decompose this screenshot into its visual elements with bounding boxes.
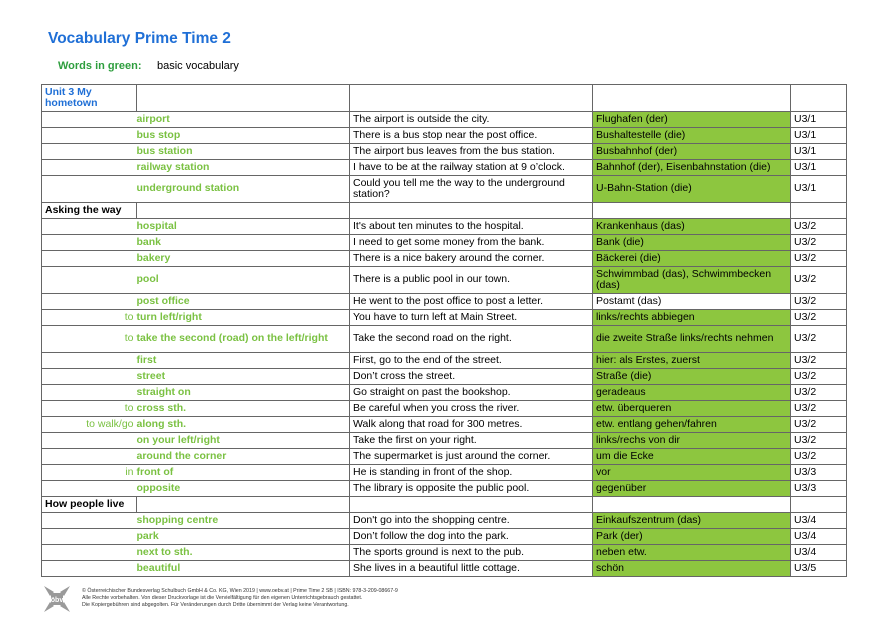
german-translation: etw. entlang gehen/fahren xyxy=(593,417,791,433)
example-sentence: There is a nice bakery around the corner. xyxy=(350,251,593,267)
table-row xyxy=(42,369,847,385)
table-row xyxy=(42,561,847,577)
prefix-cell xyxy=(42,513,137,529)
example-sentence: The supermarket is just around the corner. xyxy=(350,449,593,465)
example-sentence: The library is opposite the public pool. xyxy=(350,481,593,497)
example-sentence: There is a bus stop near the post office. xyxy=(350,128,593,144)
unit-reference: U3/1 xyxy=(791,160,847,176)
example-sentence: Walk along that road for 300 metres. xyxy=(350,417,593,433)
english-word: bus stop xyxy=(137,128,350,144)
unit-reference: U3/1 xyxy=(791,112,847,128)
prefix-cell xyxy=(42,545,137,561)
prefix-cell: to xyxy=(42,310,137,326)
unit-reference: U3/2 xyxy=(791,326,847,353)
section-row xyxy=(42,85,847,112)
prefix-cell xyxy=(42,235,137,251)
english-word: take the second (road) on the left/right xyxy=(137,326,350,353)
german-translation: Bank (die) xyxy=(593,235,791,251)
german-translation: die zweite Straße links/rechts nehmen xyxy=(593,326,791,353)
german-translation: etw. überqueren xyxy=(593,401,791,417)
example-sentence: First, go to the end of the street. xyxy=(350,353,593,369)
prefix-cell xyxy=(42,385,137,401)
table-row xyxy=(42,326,847,353)
german-translation: Einkaufszentrum (das) xyxy=(593,513,791,529)
table-row xyxy=(42,294,847,310)
empty-cell xyxy=(791,497,847,513)
vocabulary-table xyxy=(41,84,847,577)
legend-label: Words in green: xyxy=(58,60,142,72)
unit-reference: U3/4 xyxy=(791,529,847,545)
german-translation: geradeaus xyxy=(593,385,791,401)
footer-line: Die Kopiergebühren sind abgegolten. Für Veränderungen durch Dritte übernimmt der Verlag keine Verantwortung. xyxy=(82,602,349,608)
oebv-logo xyxy=(40,582,74,616)
example-sentence: I need to get some money from the bank. xyxy=(350,235,593,251)
table-row xyxy=(42,449,847,465)
table-row xyxy=(42,353,847,369)
empty-cell xyxy=(350,85,593,112)
table-row xyxy=(42,267,847,294)
table-row xyxy=(42,481,847,497)
german-translation: Bahnhof (der), Eisenbahnstation (die) xyxy=(593,160,791,176)
english-word: straight on xyxy=(137,385,350,401)
example-sentence: Don’t follow the dog into the park. xyxy=(350,529,593,545)
table-row xyxy=(42,128,847,144)
table-row xyxy=(42,417,847,433)
unit-reference: U3/5 xyxy=(791,561,847,577)
english-word: along sth. xyxy=(137,417,350,433)
english-word: shopping centre xyxy=(137,513,350,529)
english-word: opposite xyxy=(137,481,350,497)
prefix-cell xyxy=(42,219,137,235)
example-sentence: I have to be at the railway station at 9 o’clock. xyxy=(350,160,593,176)
example-sentence: There is a public pool in our town. xyxy=(350,267,593,294)
table-row xyxy=(42,401,847,417)
prefix-cell xyxy=(42,529,137,545)
example-sentence: Take the first on your right. xyxy=(350,433,593,449)
unit-reference: U3/2 xyxy=(791,294,847,310)
german-translation: Bushaltestelle (die) xyxy=(593,128,791,144)
english-word: bus station xyxy=(137,144,350,160)
footer-line: © Österreichischer Bundesverlag Schulbuch GmbH & Co. KG, Wien 2019 | www.oebv.at | Prime Time 2 SB | ISBN: 978-3-209-08667-9 xyxy=(82,588,398,594)
empty-cell xyxy=(350,497,593,513)
german-translation: hier: als Erstes, zuerst xyxy=(593,353,791,369)
prefix-cell xyxy=(42,251,137,267)
example-sentence: He is standing in front of the shop. xyxy=(350,465,593,481)
empty-cell xyxy=(350,203,593,219)
unit-reference: U3/2 xyxy=(791,369,847,385)
unit-reference: U3/4 xyxy=(791,513,847,529)
english-word: hospital xyxy=(137,219,350,235)
german-translation: um die Ecke xyxy=(593,449,791,465)
section-row xyxy=(42,497,847,513)
unit-reference: U3/2 xyxy=(791,449,847,465)
table-row xyxy=(42,433,847,449)
german-translation: vor xyxy=(593,465,791,481)
table-row xyxy=(42,235,847,251)
table-row xyxy=(42,176,847,203)
english-word: street xyxy=(137,369,350,385)
prefix-cell xyxy=(42,112,137,128)
section-row xyxy=(42,203,847,219)
example-sentence: The airport bus leaves from the bus station. xyxy=(350,144,593,160)
prefix-cell xyxy=(42,267,137,294)
english-word: cross sth. xyxy=(137,401,350,417)
english-word: turn left/right xyxy=(137,310,350,326)
english-word: next to sth. xyxy=(137,545,350,561)
english-word: beautiful xyxy=(137,561,350,577)
example-sentence: You have to turn left at Main Street. xyxy=(350,310,593,326)
example-sentence: It's about ten minutes to the hospital. xyxy=(350,219,593,235)
section-label: Unit 3 My hometown xyxy=(42,85,137,112)
unit-reference: U3/2 xyxy=(791,417,847,433)
table-row xyxy=(42,513,847,529)
prefix-cell xyxy=(42,353,137,369)
table-row xyxy=(42,545,847,561)
prefix-cell xyxy=(42,481,137,497)
prefix-cell: in xyxy=(42,465,137,481)
german-translation: neben etw. xyxy=(593,545,791,561)
unit-reference: U3/2 xyxy=(791,267,847,294)
unit-reference: U3/1 xyxy=(791,128,847,144)
prefix-cell: to xyxy=(42,401,137,417)
unit-reference: U3/1 xyxy=(791,176,847,203)
prefix-cell: to walk/go xyxy=(42,417,137,433)
german-translation: Park (der) xyxy=(593,529,791,545)
english-word: on your left/right xyxy=(137,433,350,449)
english-word: railway station xyxy=(137,160,350,176)
footer-line: Alle Rechte vorbehalten. Von dieser Druckvorlage ist die Vervielfältigung für den eigenen Unterrichtsgebrauch gestattet. xyxy=(82,595,363,601)
prefix-cell xyxy=(42,369,137,385)
german-translation: links/rechs von dir xyxy=(593,433,791,449)
german-translation: Postamt (das) xyxy=(593,294,791,310)
example-sentence: Could you tell me the way to the underground station? xyxy=(350,176,593,203)
example-sentence: Go straight on past the bookshop. xyxy=(350,385,593,401)
empty-cell xyxy=(593,85,791,112)
table-row xyxy=(42,144,847,160)
english-word: pool xyxy=(137,267,350,294)
example-sentence: Don’t cross the street. xyxy=(350,369,593,385)
empty-cell xyxy=(137,497,350,513)
english-word: first xyxy=(137,353,350,369)
english-word: airport xyxy=(137,112,350,128)
prefix-cell xyxy=(42,160,137,176)
unit-reference: U3/3 xyxy=(791,481,847,497)
empty-cell xyxy=(791,203,847,219)
unit-reference: U3/1 xyxy=(791,144,847,160)
empty-cell xyxy=(137,203,350,219)
legend-value: basic vocabulary xyxy=(157,60,239,72)
table-row xyxy=(42,385,847,401)
english-word: underground station xyxy=(137,176,350,203)
prefix-cell xyxy=(42,294,137,310)
prefix-cell xyxy=(42,128,137,144)
table-row xyxy=(42,529,847,545)
section-label: Asking the way xyxy=(42,203,137,219)
empty-cell xyxy=(791,85,847,112)
unit-reference: U3/2 xyxy=(791,353,847,369)
unit-reference: U3/2 xyxy=(791,433,847,449)
example-sentence: Take the second road on the right. xyxy=(350,326,593,353)
unit-reference: U3/2 xyxy=(791,219,847,235)
german-translation: Busbahnhof (der) xyxy=(593,144,791,160)
prefix-cell xyxy=(42,449,137,465)
prefix-cell xyxy=(42,433,137,449)
unit-reference: U3/3 xyxy=(791,465,847,481)
german-translation: gegenüber xyxy=(593,481,791,497)
table-row xyxy=(42,160,847,176)
german-translation: Krankenhaus (das) xyxy=(593,219,791,235)
german-translation: U-Bahn-Station (die) xyxy=(593,176,791,203)
empty-cell xyxy=(593,497,791,513)
german-translation: links/rechts abbiegen xyxy=(593,310,791,326)
english-word: park xyxy=(137,529,350,545)
table-row xyxy=(42,465,847,481)
english-word: bakery xyxy=(137,251,350,267)
section-label: How people live xyxy=(42,497,137,513)
unit-reference: U3/2 xyxy=(791,310,847,326)
table-row xyxy=(42,219,847,235)
table-row xyxy=(42,112,847,128)
english-word: post office xyxy=(137,294,350,310)
prefix-cell xyxy=(42,561,137,577)
empty-cell xyxy=(137,85,350,112)
german-translation: Bäckerei (die) xyxy=(593,251,791,267)
unit-reference: U3/4 xyxy=(791,545,847,561)
example-sentence: Don't go into the shopping centre. xyxy=(350,513,593,529)
german-translation: schön xyxy=(593,561,791,577)
prefix-cell xyxy=(42,176,137,203)
unit-reference: U3/2 xyxy=(791,251,847,267)
unit-reference: U3/2 xyxy=(791,401,847,417)
prefix-cell: to xyxy=(42,326,137,353)
page-title: Vocabulary Prime Time 2 xyxy=(48,30,231,47)
german-translation: Schwimmbad (das), Schwimmbecken (das) xyxy=(593,267,791,294)
english-word: bank xyxy=(137,235,350,251)
copyright-footer xyxy=(82,588,502,609)
example-sentence: Be careful when you cross the river. xyxy=(350,401,593,417)
english-word: around the corner xyxy=(137,449,350,465)
table-row xyxy=(42,310,847,326)
example-sentence: The sports ground is next to the pub. xyxy=(350,545,593,561)
english-word: front of xyxy=(137,465,350,481)
example-sentence: He went to the post office to post a letter. xyxy=(350,294,593,310)
example-sentence: The airport is outside the city. xyxy=(350,112,593,128)
logo-text: öbv xyxy=(50,597,64,604)
empty-cell xyxy=(593,203,791,219)
table-row xyxy=(42,251,847,267)
german-translation: Flughafen (der) xyxy=(593,112,791,128)
german-translation: Straße (die) xyxy=(593,369,791,385)
example-sentence: She lives in a beautiful little cottage. xyxy=(350,561,593,577)
unit-reference: U3/2 xyxy=(791,385,847,401)
prefix-cell xyxy=(42,144,137,160)
unit-reference: U3/2 xyxy=(791,235,847,251)
